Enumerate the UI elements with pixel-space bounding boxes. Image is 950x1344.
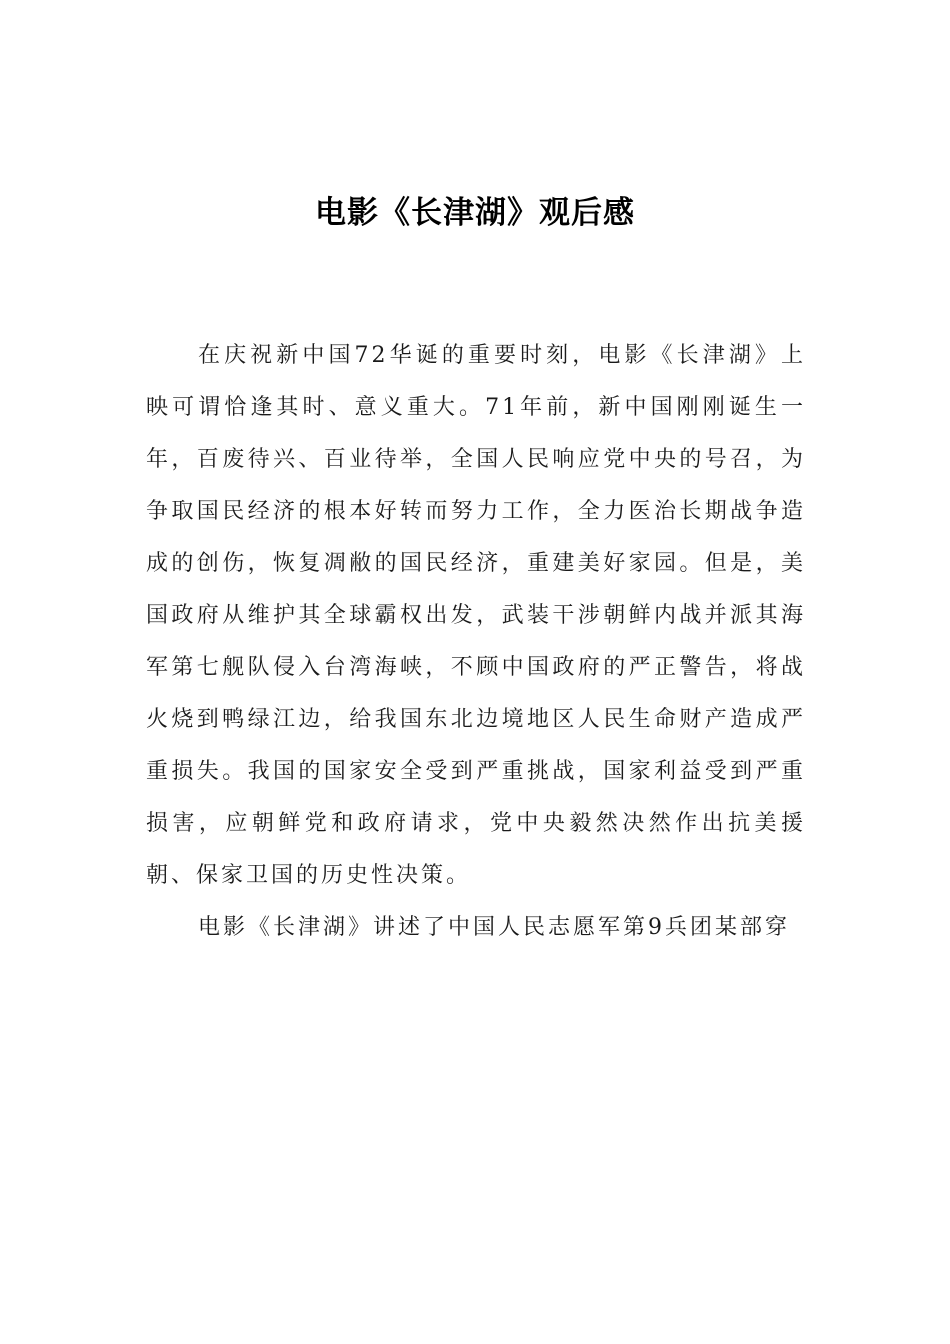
paragraph-2: 电影《长津湖》讲述了中国人民志愿军第9兵团某部穿 [198, 915, 790, 940]
paragraph-1: 在庆祝新中国72华诞的重要时刻，电影《长津湖》上映可谓恰逢其时、意义重大。71年前，新中国刚刚诞生一年，百废待兴、百业待举，全国人民响应党中央的号召，为争取国民经济的根本好转而努力工作，全力医治长期战争造成的创伤，恢复凋敝的国民经济，重建美好家园。但是，美国政府从维护其全球霸权出发，武装干涉朝鲜内战并派其海军第七舰队侵入台湾海峡，不顾中国政府的严正警告，将战火烧到鸭绿江边，给我国东北边境地区人民生命财产造成严重损失。我国的国家安全受到严重挑战，国家利益受到严重损害，应朝鲜党和政府请求，党中央毅然决然作出抗美援朝、保家卫国的历史性决策。 [146, 343, 806, 888]
document-body [146, 330, 806, 954]
document-title: 电影《长津湖》观后感 [315, 195, 635, 231]
